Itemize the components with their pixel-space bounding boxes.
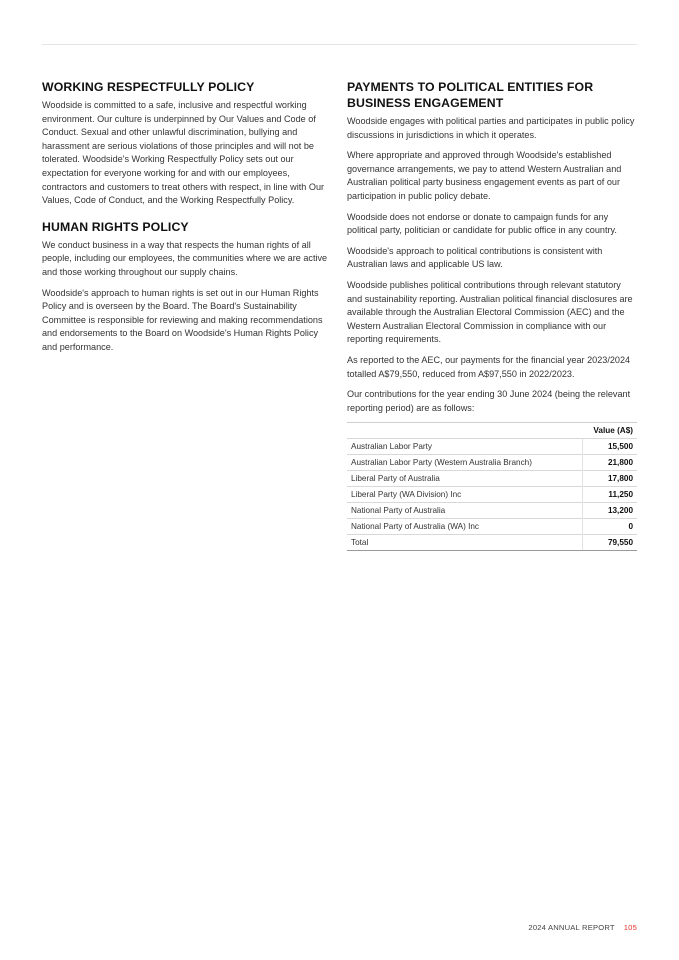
political-payments-text-2: Where appropriate and approved through Woodside's established governance arrangements, we pay to attend Western Australian and Australian political party business engagement events as part of our participation in public policy debate. [347,150,622,201]
total-value: 79,550 [583,534,637,550]
left-column [42,79,328,362]
table-row [347,518,637,534]
contribution-value: 17,800 [583,471,637,487]
page-number: 105 [623,923,637,932]
party-name: National Party of Australia (WA) Inc [347,518,583,534]
political-payments-heading: PAYMENTS TO POLITICAL ENTITIES FOR BUSINESS ENGAGEMENT [347,80,594,110]
party-name: National Party of Australia [347,502,583,518]
report-name: 2024 ANNUAL REPORT [528,923,615,932]
political-payments-text-3: Woodside does not endorse or donate to campaign funds for any political party, politician or candidate for public office in any country. [347,211,617,236]
party-name: Australian Labor Party [347,439,583,455]
political-payments-text-6: As reported to the AEC, our payments for the financial year 2023/2024 totalled A$79,550, reduced from A$97,550 in 2022/2023. [347,354,631,379]
table-row [347,439,637,455]
contribution-value: 0 [583,518,637,534]
table-header-blank [347,423,583,439]
human-rights-text-2: Woodside's approach to human rights is set out in our Human Rights Policy and is overseen by the Board. The Board's Sustainability Committee is responsible for reviewing and making recommendations and endorsements to the Board on Woodside's Human Rights Policy and performance. [42,287,323,352]
political-payments-text-5: Woodside publishes political contributions through relevant statutory and sustainability reporting. Australian political financial disclosures are available through the Australian Electoral Commission (AEC) and the Western Australian Electoral Commission in compliance with our reporting requirements. [347,279,633,345]
table-row [347,455,637,471]
table-total-row [347,534,637,550]
contributions-table [347,422,637,550]
contribution-value: 11,250 [583,486,637,502]
party-name: Liberal Party of Australia [347,471,583,487]
page-footer [528,923,637,932]
value-column-header: Value (A$) [583,423,637,439]
table-header-row [347,423,637,439]
total-label: Total [347,534,583,550]
right-column [347,79,637,551]
party-name: Australian Labor Party (Western Australia Branch) [347,455,583,471]
human-rights-text-1: We conduct business in a way that respects the human rights of all people, including our employees, the communities where we are active and those working throughout our supply chains. [42,239,328,277]
political-payments-text-4: Woodside's approach to political contributions is consistent with Australian laws and applicable US law. [347,245,603,270]
human-rights-heading: HUMAN RIGHTS POLICY [42,219,189,234]
working-respectfully-heading: WORKING RESPECTFULLY POLICY [42,80,255,94]
contribution-value: 13,200 [583,502,637,518]
contribution-value: 21,800 [583,455,637,471]
table-row [347,471,637,487]
table-row [347,486,637,502]
contribution-value: 15,500 [583,439,637,455]
table-row [347,502,637,518]
working-respectfully-text: Woodside is committed to a safe, inclusive and respectful working environment. Our culture is underpinned by Our Values and Code of Conduct. Sexual and other unlawful discrimination, bullying and harassment are serious violations of those principles and will not be tolerated. Woodside's Working Respectfully Policy sets out our expectation for everyone working for and with our employees, contractors and customers to treat others with respect, in line with Our Values, Code of Conduct, and the Working Respectfully Policy. [42,100,325,206]
political-payments-text-7: Our contributions for the year ending 30 June 2024 (being the relevant reporting period) are as follows: [347,389,631,413]
political-payments-text-1: Woodside engages with political parties and participates in public policy discussions in jurisdictions in which it operates. [347,116,635,140]
party-name: Liberal Party (WA Division) Inc [347,486,583,502]
top-divider [42,44,637,45]
